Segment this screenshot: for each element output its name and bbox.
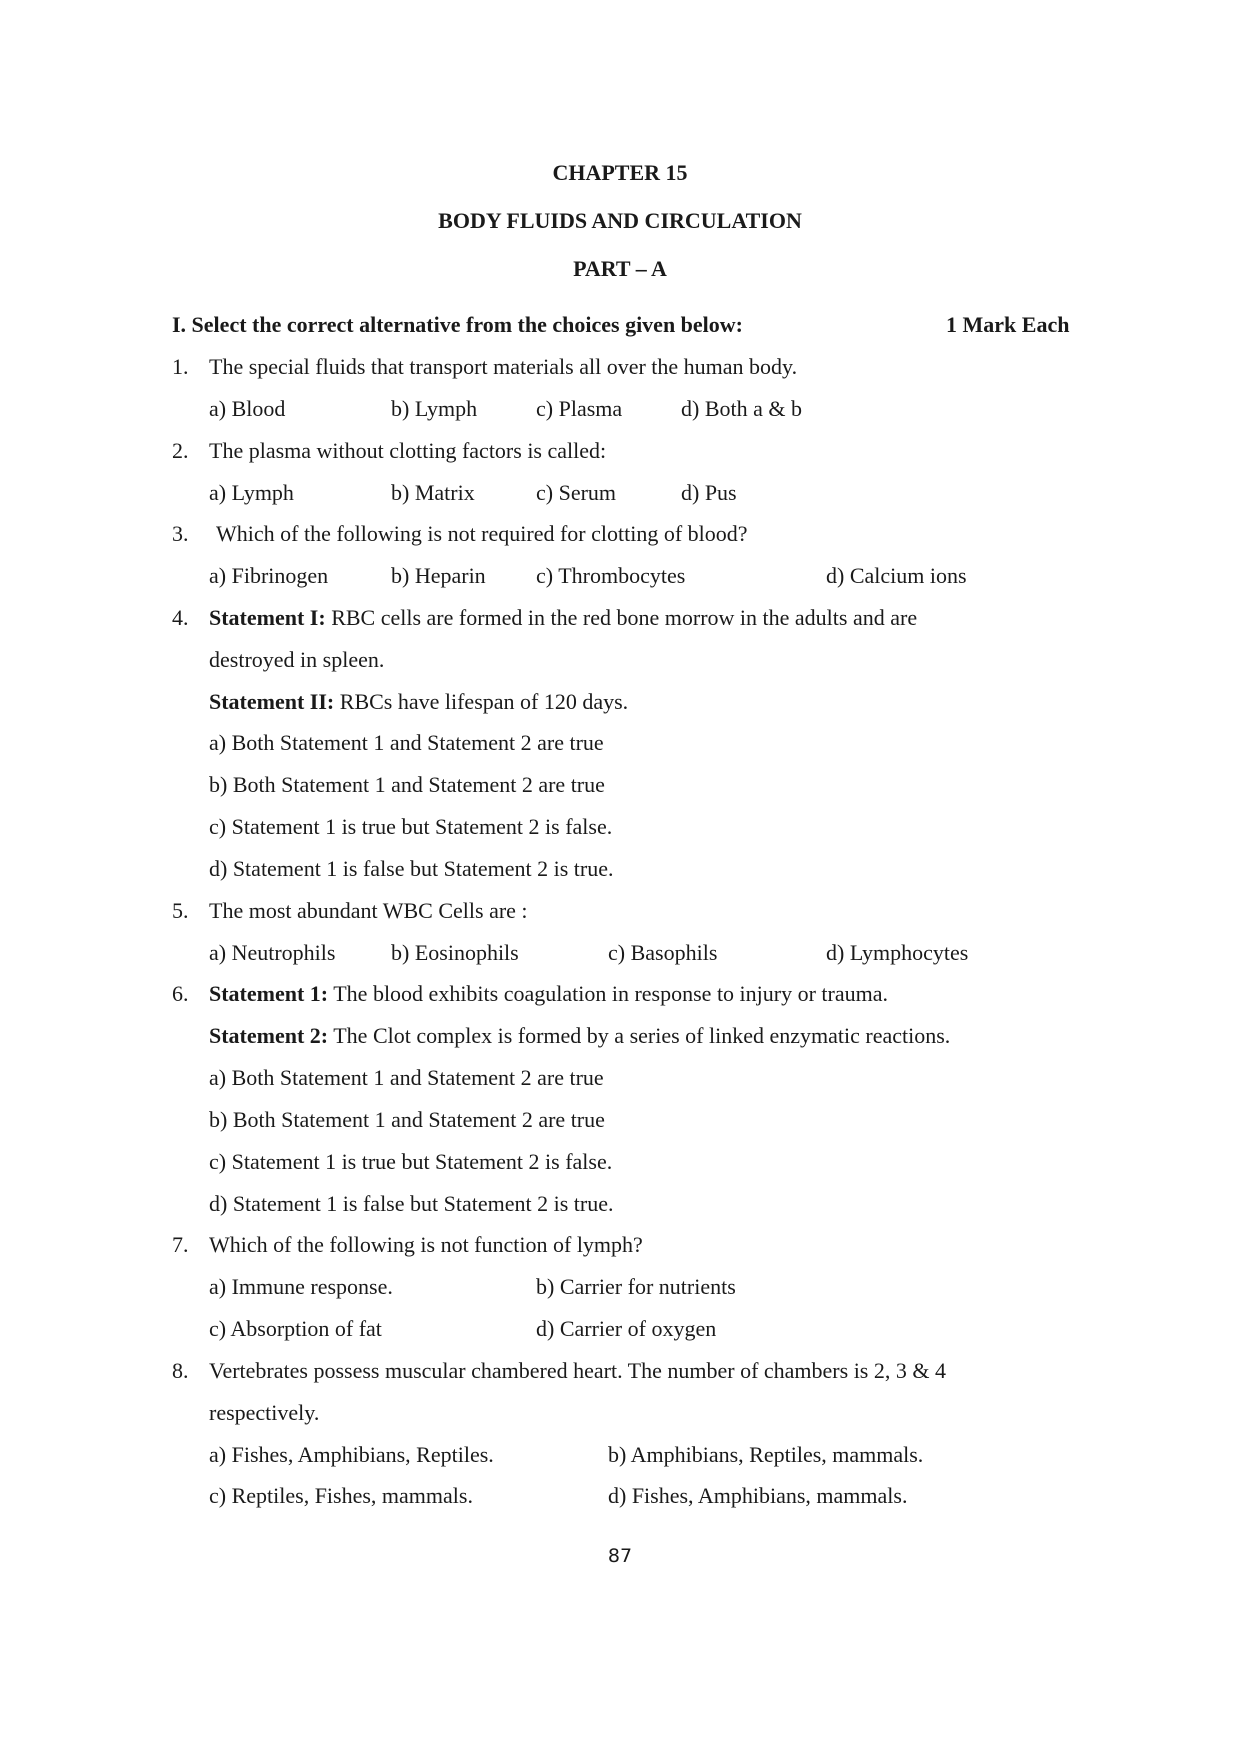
question-text: The plasma without clotting factors is called:: [209, 438, 607, 463]
option-b: b) Eosinophils: [391, 940, 519, 965]
statement-text: RBCs have lifespan of 120 days.: [334, 689, 629, 714]
statement-text: The blood exhibits coagulation in response to injury or trauma.: [328, 981, 889, 1006]
question-number: 3.: [172, 521, 189, 546]
question-text-continued: respectively.: [209, 1400, 320, 1425]
option-c: c) Statement 1 is true but Statement 2 is false.: [209, 814, 613, 839]
option-c: c) Basophils: [608, 940, 718, 965]
option-a: a) Both Statement 1 and Statement 2 are true: [209, 1065, 604, 1090]
chapter-heading: CHAPTER 15: [552, 160, 688, 185]
section-marks: 1 Mark Each: [946, 312, 1070, 337]
statement-text: The Clot complex is formed by a series of linked enzymatic reactions.: [328, 1023, 951, 1048]
option-a: a) Immune response.: [209, 1274, 393, 1299]
chapter-title: BODY FLUIDS AND CIRCULATION: [438, 208, 802, 233]
option-d: d) Both a & b: [681, 396, 802, 421]
option-b: b) Both Statement 1 and Statement 2 are true: [209, 1107, 605, 1132]
statement-text: RBC cells are formed in the red bone morrow in the adults and are: [325, 605, 918, 630]
option-d: d) Pus: [681, 480, 737, 505]
part-heading: PART – A: [573, 256, 667, 281]
option-c: c) Serum: [536, 480, 617, 505]
statement-label: Statement II:: [209, 689, 335, 714]
question-text: Vertebrates possess muscular chambered heart. The number of chambers is 2, 3 & 4: [209, 1358, 946, 1383]
option-b: b) Heparin: [391, 563, 486, 588]
question-text: Which of the following is not required for clotting of blood?: [216, 521, 748, 546]
option-d: d) Statement 1 is false but Statement 2 is true.: [209, 1191, 614, 1216]
option-a: a) Both Statement 1 and Statement 2 are true: [209, 730, 604, 755]
option-b: b) Carrier for nutrients: [536, 1274, 736, 1299]
option-c: c) Plasma: [536, 396, 623, 421]
statement-1-continued: destroyed in spleen.: [209, 647, 385, 672]
question-number: 5.: [172, 898, 189, 923]
option-d: d) Carrier of oxygen: [536, 1316, 717, 1341]
option-c: c) Absorption of fat: [209, 1316, 382, 1341]
option-b: b) Both Statement 1 and Statement 2 are true: [209, 772, 605, 797]
question-text: The most abundant WBC Cells are :: [209, 898, 528, 923]
question-number: 1.: [172, 354, 189, 379]
option-d: d) Statement 1 is false but Statement 2 is true.: [209, 856, 614, 881]
statement-2: [209, 1023, 950, 1049]
statement-1: [209, 981, 888, 1007]
section-instruction: I. Select the correct alternative from the choices given below:: [172, 312, 744, 337]
option-a: a) Neutrophils: [209, 940, 336, 965]
option-b: b) Matrix: [391, 480, 475, 505]
question-text: The special fluids that transport materials all over the human body.: [209, 354, 798, 379]
question-number: 7.: [172, 1232, 189, 1257]
question-text: Which of the following is not function of lymph?: [209, 1232, 643, 1257]
question-number: 2.: [172, 438, 189, 463]
statement-label: Statement 2:: [209, 1023, 329, 1048]
question-number: 4.: [172, 605, 189, 630]
option-c: c) Thrombocytes: [536, 563, 686, 588]
option-d: d) Calcium ions: [826, 563, 967, 588]
page-number: 87: [607, 1545, 633, 1567]
option-d: d) Fishes, Amphibians, mammals.: [608, 1483, 908, 1508]
option-c: c) Statement 1 is true but Statement 2 is false.: [209, 1149, 613, 1174]
statement-1: [209, 605, 917, 631]
option-a: a) Fishes, Amphibians, Reptiles.: [209, 1442, 494, 1467]
option-c: c) Reptiles, Fishes, mammals.: [209, 1483, 473, 1508]
option-d: d) Lymphocytes: [826, 940, 969, 965]
option-a: a) Blood: [209, 396, 286, 421]
option-b: b) Lymph: [391, 396, 478, 421]
option-a: a) Fibrinogen: [209, 563, 329, 588]
option-a: a) Lymph: [209, 480, 294, 505]
question-number: 8.: [172, 1358, 189, 1383]
option-b: b) Amphibians, Reptiles, mammals.: [608, 1442, 924, 1467]
statement-label: Statement I:: [209, 605, 326, 630]
statement-2: [209, 689, 628, 715]
question-number: 6.: [172, 981, 189, 1006]
statement-label: Statement 1:: [209, 981, 329, 1006]
